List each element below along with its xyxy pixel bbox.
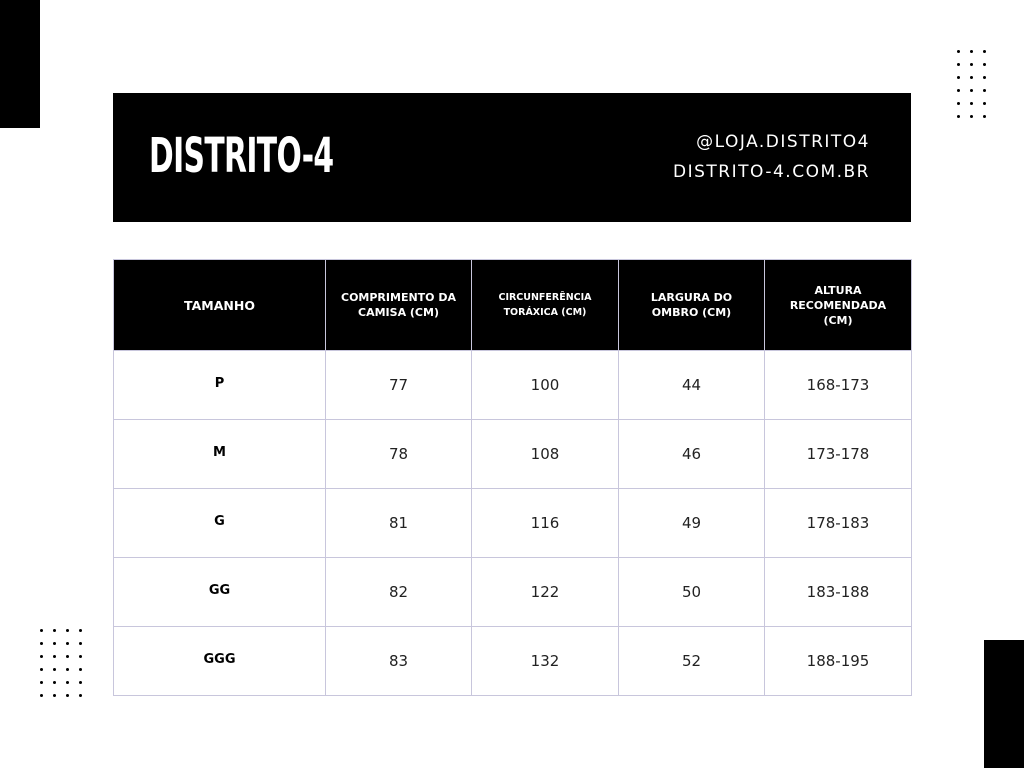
table-row bbox=[114, 627, 912, 696]
shoulder-cell: 44 bbox=[619, 351, 765, 420]
shoulder-cell: 52 bbox=[619, 627, 765, 696]
header-size: TAMANHO bbox=[114, 260, 326, 351]
shoulder-cell: 46 bbox=[619, 420, 765, 489]
size-chart-table bbox=[113, 259, 912, 696]
chest-cell: 108 bbox=[472, 420, 619, 489]
corner-block-bottom-right bbox=[984, 640, 1024, 768]
instagram-handle: @LOJA.DISTRITO4 bbox=[696, 132, 870, 152]
header-chest-circumference: CIRCUNFERÊNCIA TORÁXICA (CM) bbox=[472, 260, 619, 351]
shoulder-cell: 49 bbox=[619, 489, 765, 558]
height-cell: 173-178 bbox=[765, 420, 912, 489]
brand-logo-text: DISTRITO-4 bbox=[149, 128, 334, 184]
size-cell: GGG bbox=[114, 627, 326, 696]
header-shoulder-width: LARGURA DO OMBRO (CM) bbox=[619, 260, 765, 351]
chest-cell: 116 bbox=[472, 489, 619, 558]
header-shirt-length: COMPRIMENTO DA CAMISA (CM) bbox=[326, 260, 472, 351]
dot-grid-bottom-left bbox=[40, 629, 82, 697]
table-row bbox=[114, 558, 912, 627]
shirt-length-cell: 83 bbox=[326, 627, 472, 696]
height-cell: 188-195 bbox=[765, 627, 912, 696]
corner-block-top-left bbox=[0, 0, 40, 128]
header-recommended-height: ALTURA RECOMENDADA (CM) bbox=[765, 260, 912, 351]
dot-grid-top-right bbox=[957, 50, 986, 118]
size-cell: G bbox=[114, 489, 326, 558]
size-cell: GG bbox=[114, 558, 326, 627]
table-header-row bbox=[114, 260, 912, 351]
table-row bbox=[114, 351, 912, 420]
table-row bbox=[114, 489, 912, 558]
height-cell: 183-188 bbox=[765, 558, 912, 627]
shirt-length-cell: 78 bbox=[326, 420, 472, 489]
chest-cell: 132 bbox=[472, 627, 619, 696]
header-banner bbox=[113, 93, 911, 222]
table-row bbox=[114, 420, 912, 489]
chest-cell: 100 bbox=[472, 351, 619, 420]
website-url: DISTRITO-4.COM.BR bbox=[673, 162, 870, 182]
size-cell: P bbox=[114, 351, 326, 420]
shoulder-cell: 50 bbox=[619, 558, 765, 627]
height-cell: 178-183 bbox=[765, 489, 912, 558]
size-cell: M bbox=[114, 420, 326, 489]
chest-cell: 122 bbox=[472, 558, 619, 627]
contact-info bbox=[673, 127, 870, 187]
shirt-length-cell: 82 bbox=[326, 558, 472, 627]
shirt-length-cell: 81 bbox=[326, 489, 472, 558]
shirt-length-cell: 77 bbox=[326, 351, 472, 420]
height-cell: 168-173 bbox=[765, 351, 912, 420]
